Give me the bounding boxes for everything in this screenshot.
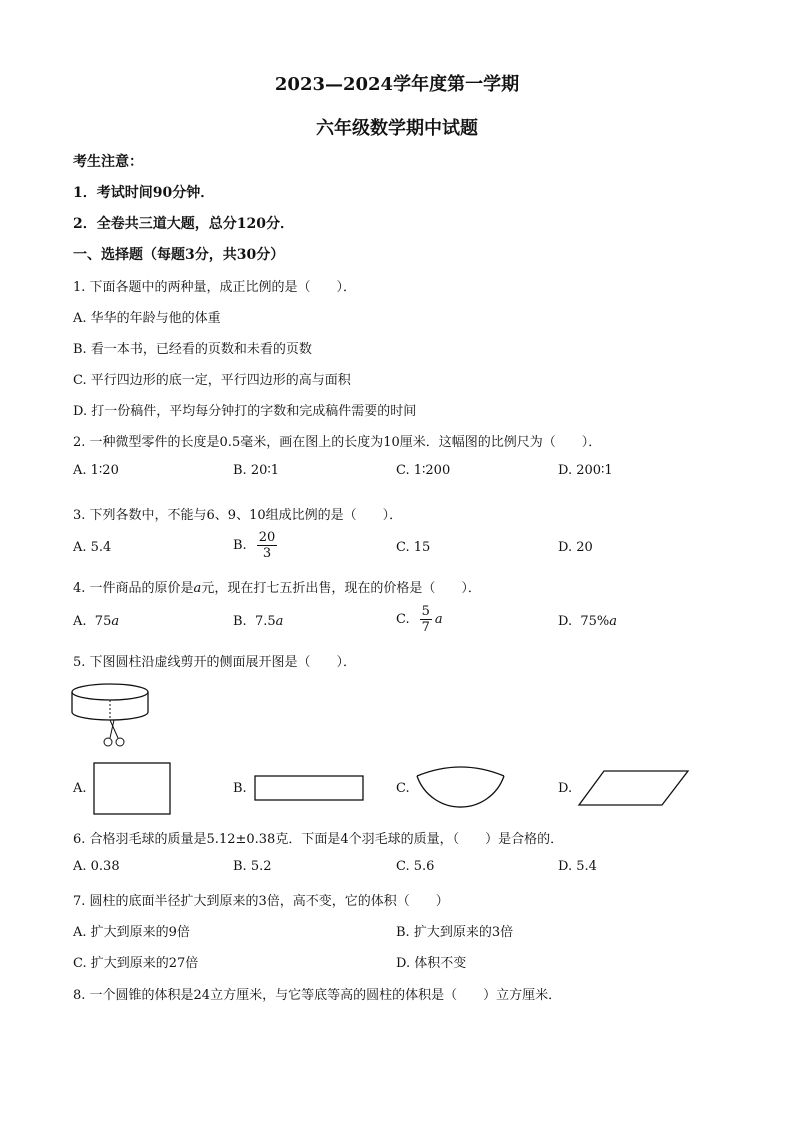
question-4-option-c (396, 604, 443, 635)
question-4-stem (73, 577, 481, 596)
stem-variable: a (193, 581, 202, 596)
option-label: A. (73, 614, 87, 629)
notice-item-1: 1．考试时间90分钟． (73, 185, 215, 201)
question-3-option-d: D. 20 (558, 540, 593, 555)
question-4-option-b (233, 614, 283, 629)
question-4-option-a (73, 614, 119, 629)
question-2-option-a: A. 1∶20 (73, 463, 119, 478)
question-5-option-c-label: C. (396, 781, 410, 796)
option-variable: a (111, 614, 120, 629)
question-5-stem: 5. 下图圆柱沿虚线剪开的侧面展开图是（ ）． (73, 655, 357, 670)
fraction-numerator: 20 (258, 530, 276, 545)
option-label: B. (233, 614, 247, 629)
option-b-label: B. (233, 538, 247, 553)
fraction-5-7 (420, 604, 432, 635)
question-6-option-d: D. 5.4 (558, 859, 597, 874)
option-variable: a (275, 614, 284, 629)
question-7-option-c: C. 扩大到原来的27倍 (73, 956, 199, 971)
option-value: 75% (580, 614, 610, 629)
option-variable: a (609, 614, 618, 629)
question-2-stem: 2. 一种微型零件的长度是0.5毫米，画在图上的长度为10厘米．这幅图的比例尺为（ ）． (73, 435, 602, 450)
option-a-rectangle-shape (93, 762, 173, 816)
option-c-sector-shape (414, 764, 508, 814)
question-5-option-b-label: B. (233, 781, 247, 796)
exam-year-title: 2023—2024学年度第一学期 (274, 74, 520, 95)
option-variable: a (434, 612, 443, 627)
question-7-option-d: D. 体积不变 (396, 956, 467, 971)
question-1-option-a: A. 华华的年龄与他的体重 (73, 311, 221, 326)
question-7-option-a: A. 扩大到原来的9倍 (73, 925, 190, 940)
option-label: D. (558, 614, 573, 629)
question-5-option-a-label: A. (73, 781, 87, 796)
cylinder-figure (70, 682, 154, 750)
question-1-stem: 1. 下面各题中的两种量，成正比例的是（ ）． (73, 280, 357, 295)
question-1-option-b: B. 看一本书，已经看的页数和未看的页数 (73, 342, 312, 357)
question-3-option-c: C. 15 (396, 540, 431, 555)
fraction-denominator: 7 (421, 620, 430, 635)
stem-prefix: 4. 一件商品的原价是 (73, 581, 194, 596)
question-7-option-b: B. 扩大到原来的3倍 (396, 925, 514, 940)
question-3-option-b (233, 530, 280, 561)
fraction-20-3 (257, 530, 278, 561)
notice-heading: 考生注意： (73, 154, 143, 170)
option-value: 75 (94, 614, 112, 629)
question-6-option-b: B. 5.2 (233, 859, 272, 874)
exam-subject-title: 六年级数学期中试题 (316, 118, 478, 139)
question-7-stem: 7. 圆柱的底面半径扩大到原来的3倍，高不变，它的体积（ ） (73, 894, 449, 909)
question-6-stem: 6. 合格羽毛球的质量是5.12±0.38克．下面是4个羽毛球的质量，（ ）是合格的． (73, 832, 564, 847)
question-6-option-a: A. 0.38 (73, 859, 120, 874)
cylinder-top-ellipse (72, 684, 148, 700)
question-5-option-d-label: D. (558, 781, 573, 796)
option-label: C. (396, 612, 410, 627)
fraction-denominator: 3 (262, 546, 272, 561)
question-2-option-c: C. 1∶200 (396, 463, 451, 478)
scissors-icon (104, 720, 124, 746)
question-6-option-c: C. 5.6 (396, 859, 435, 874)
question-2-option-b: B. 20∶1 (233, 463, 280, 478)
option-value: 7.5 (254, 614, 276, 629)
stem-suffix: 元，现在打七五折出售，现在的价格是（ ）． (201, 581, 481, 596)
question-1-option-c: C. 平行四边形的底一定，平行四边形的高与面积 (73, 373, 351, 388)
question-3-option-a: A. 5.4 (73, 540, 112, 555)
option-b-long-rectangle-shape (254, 775, 366, 803)
question-3-stem: 3. 下列各数中，不能与6、9、10组成比例的是（ ）． (73, 508, 403, 523)
notice-item-2: 2．全卷共三道大题，总分120分． (73, 216, 294, 232)
question-2-option-d: D. 200∶1 (558, 463, 613, 478)
fraction-numerator: 5 (421, 604, 430, 619)
question-1-option-d: D. 打一份稿件，平均每分钟打的字数和完成稿件需要的时间 (73, 404, 417, 419)
option-d-parallelogram-shape (578, 770, 690, 808)
question-4-option-d (558, 614, 617, 629)
question-8-stem: 8. 一个圆锥的体积是24立方厘米，与它等底等高的圆柱的体积是（ ）立方厘米． (73, 988, 562, 1003)
section-heading: 一、选择题（每题3分，共30分） (73, 247, 285, 263)
